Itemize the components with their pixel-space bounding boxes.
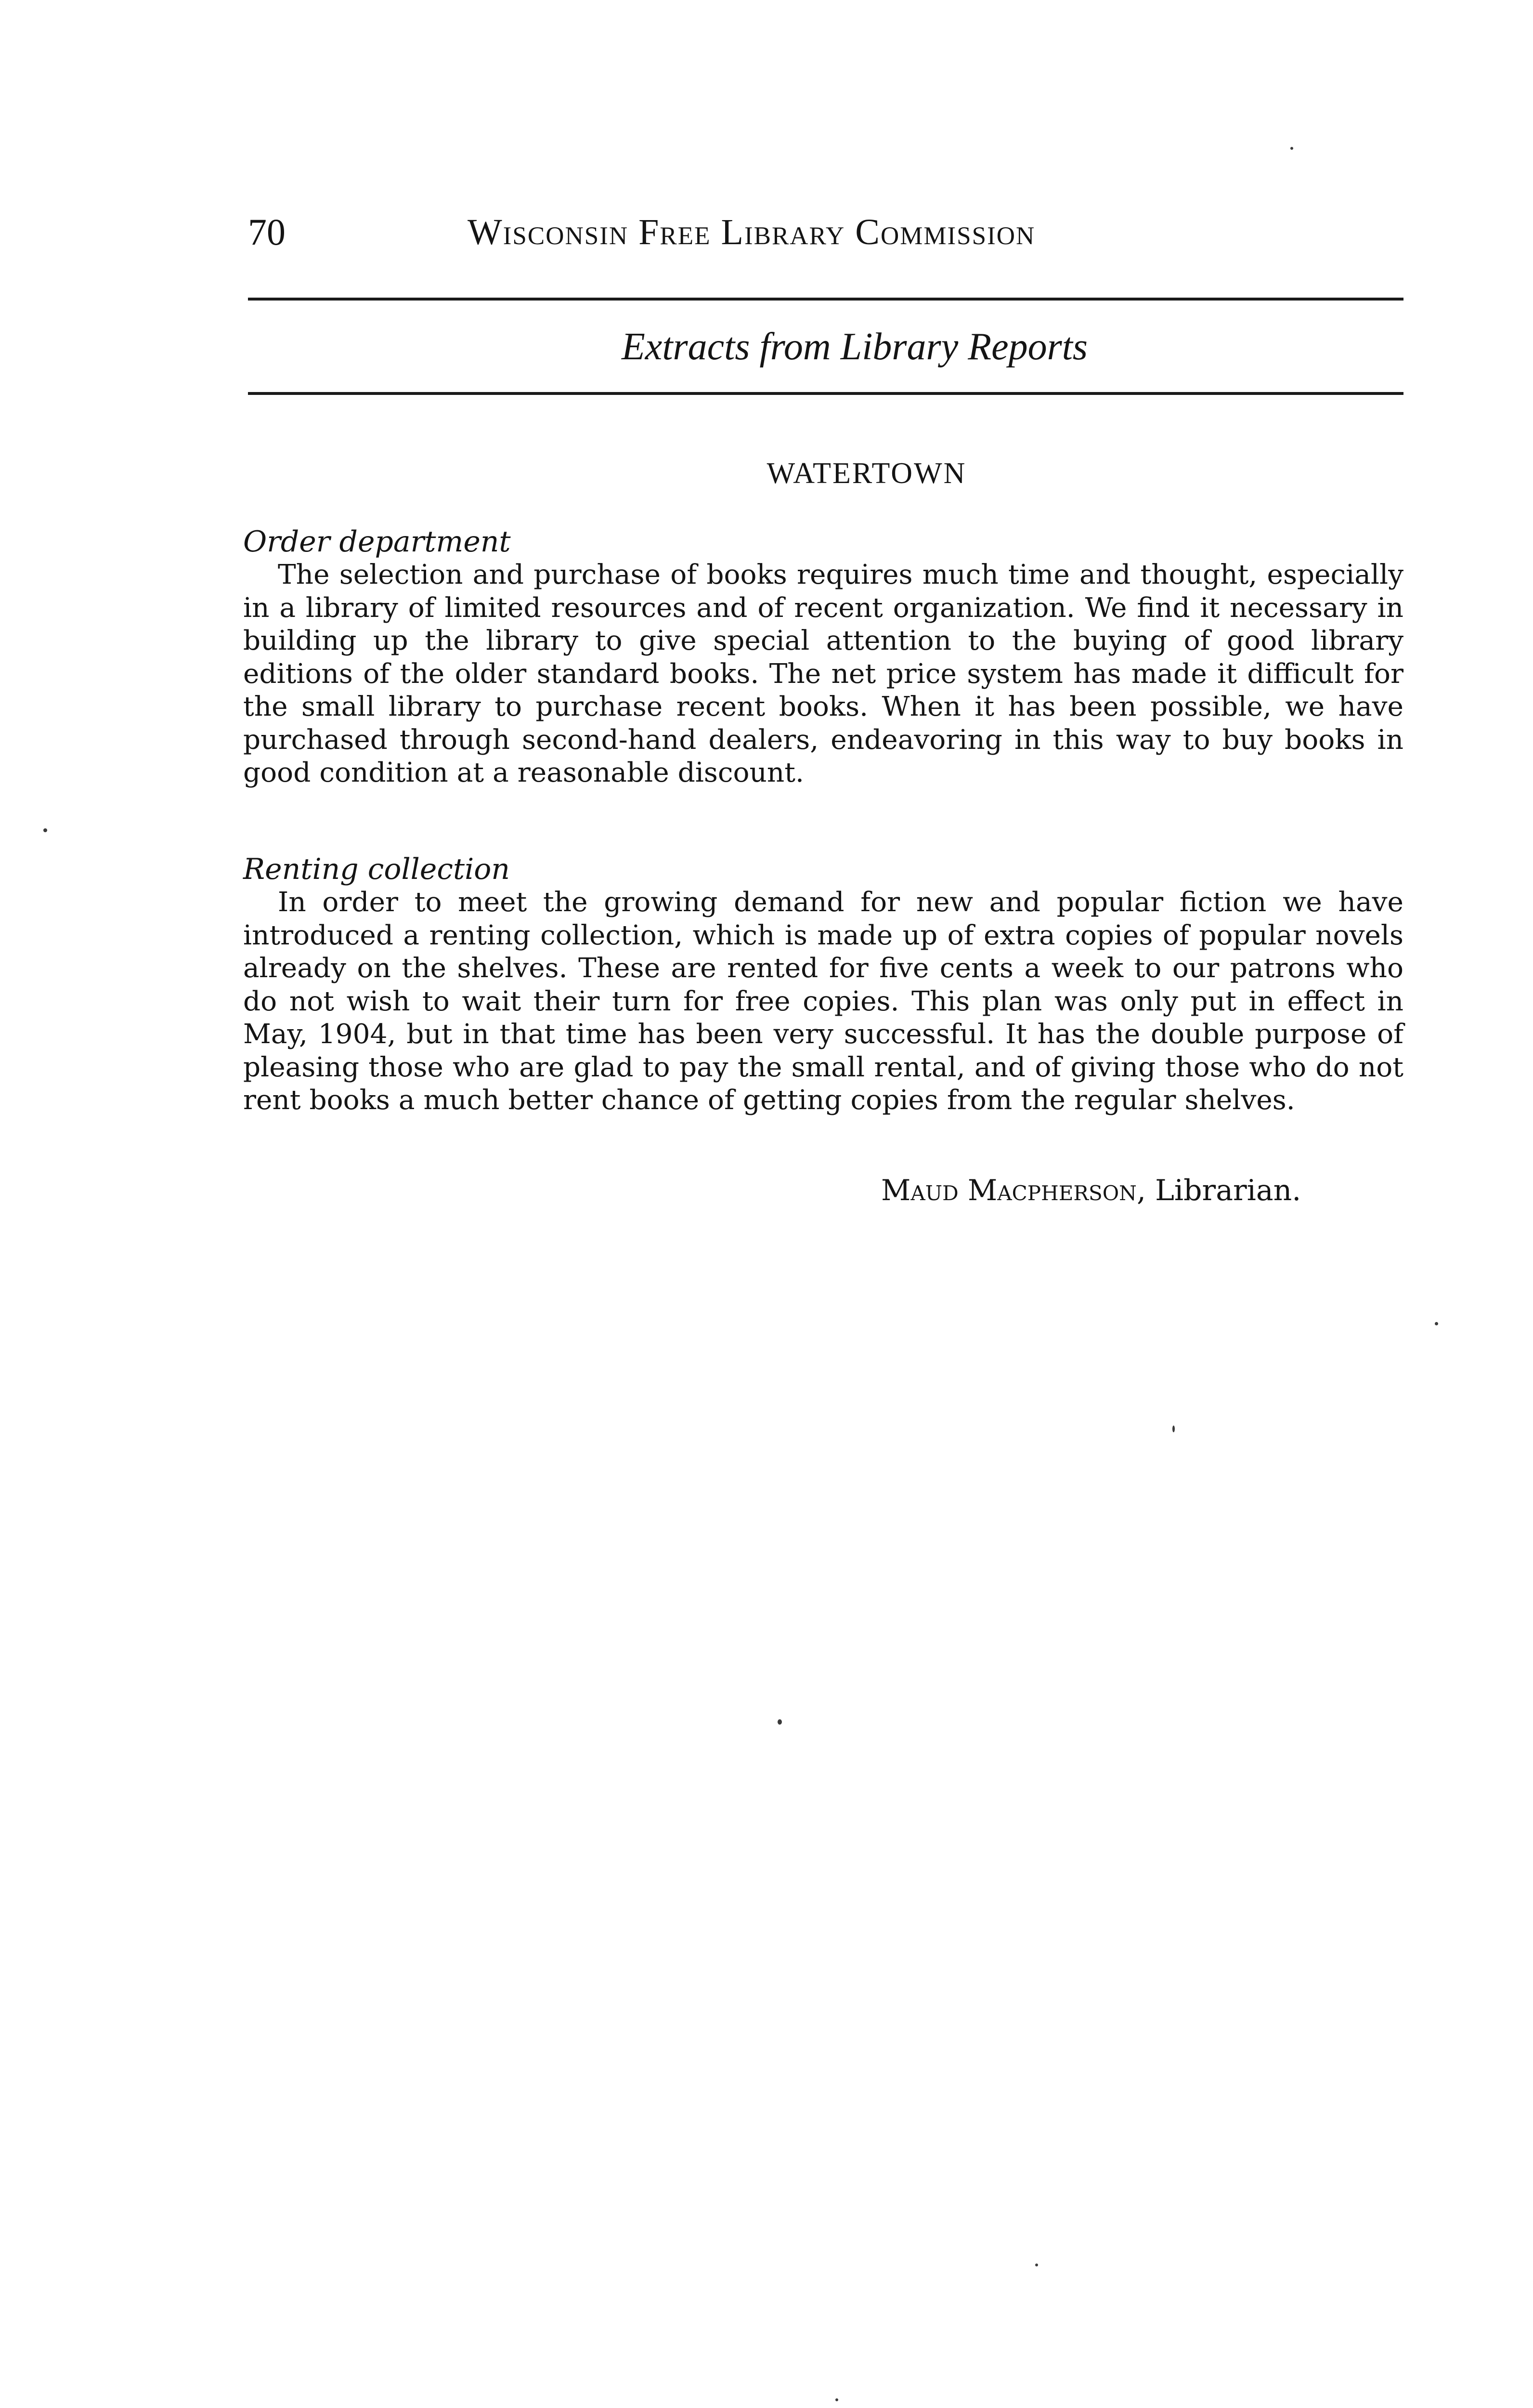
signature-title: , Librarian. [1136, 1174, 1301, 1207]
top-rule [248, 298, 1403, 301]
scan-speck [1435, 1322, 1438, 1325]
renting-collection-heading: Renting collection [243, 852, 510, 886]
scan-speck [835, 2398, 838, 2401]
scan-speck [1035, 2264, 1038, 2266]
renting-collection-paragraph: In order to meet the growing demand for new and popular fiction we have introduced a renting collection, which is made up of extra copies of popular novels already on the shelves. These are rented for five cents a week to our patrons who do not wish to wait their turn for free copies. This plan was only put in effect in May, 1904, but in that time has been very successful. It has the double purpose of pleasing those who are glad to pay the small rental, and of giving those who do not rent books a much better chance of getting copies from the regular shelves. [243, 887, 1403, 1116]
order-department-heading: Order department [243, 525, 511, 559]
scan-speck [1290, 147, 1293, 150]
library-name: WATERTOWN [766, 457, 967, 490]
order-department-paragraph: The selection and purchase of books requires much time and thought, especially in a library of limited resources and of recent organization. We find it necessary in building up the library to give special attention to the buying of good library editions of the older standard books. The net price system has made it difficult for the small library to purchase recent books. When it has been possible, we have purchased through second-hand dealers, endeavoring in this way to buy books in good condition at a reasonable discount. [243, 559, 1403, 788]
scan-speck [1172, 1426, 1175, 1432]
journal-title: Wisconsin Free Library Commission [468, 212, 1036, 252]
running-head [248, 208, 1403, 256]
signature-name: Maud Macpherson [881, 1174, 1137, 1207]
signature [881, 1171, 1301, 1210]
section-title: Extracts from Library Reports [621, 326, 1088, 368]
bottom-rule [248, 392, 1403, 395]
scan-speck [43, 828, 47, 832]
scan-speck [778, 1719, 782, 1725]
page-number: 70 [248, 211, 286, 253]
